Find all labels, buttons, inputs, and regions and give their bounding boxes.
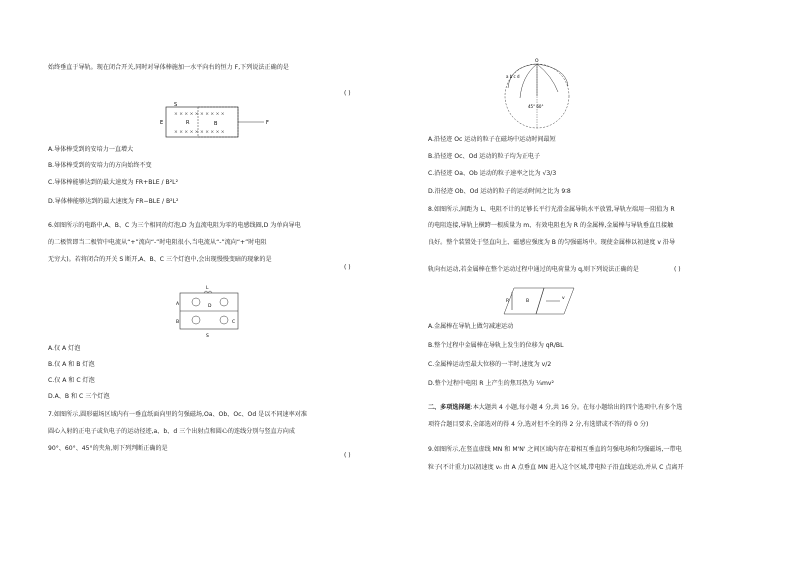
fig3-path-labels: a b c d (506, 74, 520, 79)
section-2-instructions: :本大题共 4 小题,每小题 4 分,共 16 分。在每小题给出的四个选项中,有多个选 (470, 404, 683, 411)
option-a: A.导体棒受到的安培力一直增大 (48, 146, 134, 153)
fig1-e-label: E (160, 120, 164, 126)
figure-rail-field (160, 101, 274, 143)
figure-rails-rod (504, 284, 580, 318)
q7-line-2: 圆心入射的正电子或负电子的运动径迹,a、b、d 三个出射点和圆心的连线分别与竖直方向成 (48, 428, 295, 435)
q7-line-1: 7.如图所示,圆形磁场区域内有一垂直纸面向里的匀强磁场,Oa、Ob、Oc、Od 是以不同速率对准 (48, 411, 307, 418)
fig1-f-label: F (266, 120, 269, 126)
q8-line-2: 的电阻连接,导轨上横跨一根质量为 m、有效电阻也为 R 的金属棒,金属棒与导轨垂直且接触 (428, 222, 674, 229)
q6-line-1: 6.如图所示的电路中,A、B、C 为三个相同的灯泡,D 为直流电阻为零的电感线圈,D 为单向导电 (48, 222, 301, 229)
fig2-s-label: S (206, 334, 209, 339)
q9-line-2: 粒子(不计重力)以初速度 v₀ 由 A 点垂直 MN 进入这个区域,带电粒子沿直线运动,并从 C 点离开 (428, 464, 684, 471)
fig1-s-label: S (174, 102, 178, 108)
q6-line-3: 无穷大)。若将闭合的开关 S 断开,A、B、C 三个灯泡中,会出现慢慢变暗的现象的是 (48, 256, 272, 263)
q6-option-c: C.仅 A 和 C 灯泡 (48, 377, 95, 384)
fig1-r-label: R (186, 120, 190, 126)
q7-option-c: C.沿径迹 Oa、Ob 运动的粒子速率之比为 √3/3 (428, 170, 557, 177)
option-d: D.导体棒能够达到的最大速度为 FR−BLE / B²L² (48, 198, 179, 205)
fig2-b-label: B (176, 320, 180, 325)
q8-line-1: 8.如图所示,间距为 L、电阻不计的足够长平行光滑金属导轨水平放置,导轨左端用一阻值为 R (428, 206, 675, 213)
q8-option-c: C.金属棒运动至最大位移的一半时,速度为 v/2 (428, 361, 552, 368)
field-crosses: × × × × × × × × × × (174, 112, 225, 117)
option-c: C.导体棒能够达到的最大速度为 FR+BLE / B²L² (48, 179, 179, 186)
q7-option-d: D.沿径迹 Ob、Od 运动的粒子的运动时间之比为 9∶8 (428, 188, 571, 195)
answer-bracket: ( ) (674, 266, 681, 273)
q9-line-1: 9.如图所示,在竖直虚线 MN 和 M'N' 之间区域内存在着相互垂直的匀强电场和匀强磁场,一带电 (428, 446, 682, 453)
figure-lamp-circuit (176, 285, 242, 339)
figure-circular-field (500, 58, 590, 134)
fig4-v-label: v (562, 296, 565, 301)
q7-option-a: A.沿径迹 Oc 运动的粒子在磁场中运动时间最短 (428, 136, 556, 143)
option-b: B.导体棒受到的安培力的方向始终不变 (48, 162, 152, 169)
fig2-c-label: C (232, 320, 236, 325)
right-column (428, 0, 746, 562)
left-column (48, 0, 368, 562)
section-2-instructions-2: 项符合题目要求,全部选对的得 4 分,选对但不全的得 2 分,有选错或不答的得 0 分) (428, 421, 649, 428)
answer-bracket: ( ) (344, 452, 351, 459)
fig2-d-label: D (208, 304, 212, 309)
q6-line-2: 的二极管即当二极管中电流从“+”流向“-”时电阻很小,当电流从“-”流向“+”时电阻 (48, 239, 267, 246)
fig3-o-label: O (535, 59, 539, 64)
q8-option-d: D.整个过程中电阻 R 上产生的焦耳热为 ¼mv² (428, 380, 554, 387)
q8-option-a: A.金属棒在导轨上做匀减速运动 (428, 323, 514, 330)
section-2-header (428, 404, 682, 412)
q6-option-b: B.仅 A 和 B 灯泡 (48, 361, 95, 368)
fig1-b-label: B (214, 121, 218, 127)
q7-line-3: 90°、60°、45°的夹角,则下列判断正确的是 (48, 445, 168, 452)
fig2-l-label: L (206, 286, 209, 291)
q7-option-b: B.沿径迹 Oc、Od 运动的粒子均为正电子 (428, 153, 541, 160)
q8-option-b: B.整个过程中金属棒在导轨上发生的位移为 qR/BL (428, 342, 564, 349)
fig3-angle-labels: 45° 60° (528, 104, 544, 109)
answer-bracket: ( ) (344, 264, 351, 271)
q8-line-3: 良好。整个装置处于竖直向上、磁感应强度为 B 的匀强磁场中。现使金属棒以初速度 v 沿导 (428, 239, 676, 246)
fig2-a-label: A (176, 302, 180, 307)
q8-line-4: 轨向右运动,若金属棒在整个运动过程中通过的电荷量为 q,则下列说法正确的是 (428, 266, 639, 273)
fig4-b-label: B (526, 299, 530, 304)
q6-option-d: D.A、B 和 C 三个灯泡 (48, 393, 110, 400)
question-intro: 始终垂直于导轨。现在闭合开关,同时对导体棒施加一水平向右的恒力 F,下列说法正确的是 (48, 64, 289, 71)
answer-bracket: ( ) (344, 90, 351, 97)
q6-option-a: A.仅 A 灯泡 (48, 345, 81, 352)
field-crosses: × × × × × × × × × × (174, 130, 225, 135)
section-2-title: 二、多项选择题 (428, 404, 471, 411)
fig4-r-label: R (506, 299, 510, 304)
